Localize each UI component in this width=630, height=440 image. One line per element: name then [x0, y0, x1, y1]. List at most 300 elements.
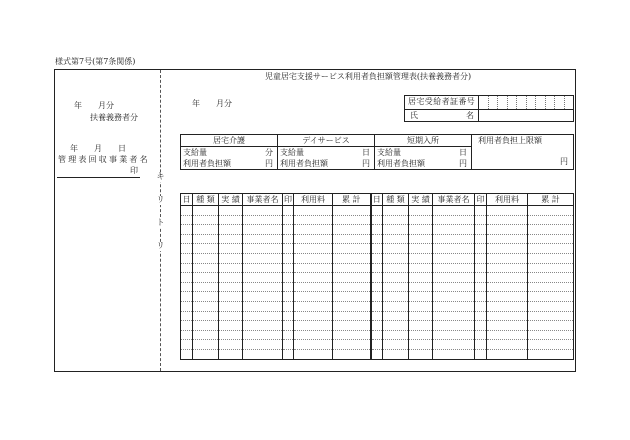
record-cell-seal: [283, 311, 294, 321]
record-cell-cumulative: [333, 330, 371, 340]
form-number: 様式第7号(第7条関係): [55, 57, 136, 66]
record-cell-seal: [475, 244, 487, 254]
record-cell-day: [181, 311, 193, 321]
record-cell-provider-name: [433, 215, 475, 225]
record-cell-provider-name: [243, 282, 283, 292]
record-cell-seal: [475, 311, 487, 321]
record-cell-actual: [219, 234, 243, 244]
record-cell-cumulative: [333, 321, 371, 331]
record-cell-seal: [475, 349, 487, 359]
record-cell-type: [383, 282, 409, 292]
record-cell-actual: [219, 225, 243, 235]
record-row: [181, 234, 574, 244]
year-month: 年 月分: [192, 99, 232, 108]
record-cell-seal: [283, 273, 294, 283]
column-header-fee: 利用料: [487, 194, 528, 206]
supply-unit: 日: [362, 148, 370, 157]
record-cell-actual: [219, 340, 243, 350]
record-cell-type: [193, 349, 219, 359]
name-row: [405, 109, 573, 122]
record-cell-provider-name: [243, 311, 283, 321]
form-title: 児童居宅支援サービス利用者負担額管理表(扶養義務者分): [264, 72, 472, 81]
record-cell-day: [181, 206, 193, 216]
record-cell-fee: [294, 206, 333, 216]
certificate-digit-cell: [536, 96, 546, 109]
cut-line-label: [156, 173, 165, 265]
record-cell-type: [193, 292, 219, 302]
record-cell-fee: [487, 215, 528, 225]
column-header-type: 種 類: [383, 194, 409, 206]
record-cell-day: [181, 349, 193, 359]
record-cell-seal: [283, 206, 294, 216]
record-cell-day: [371, 330, 383, 340]
record-cell-provider-name: [243, 330, 283, 340]
record-cell-seal: [283, 292, 294, 302]
record-row: [181, 263, 574, 273]
record-cell-provider-name: [243, 349, 283, 359]
record-cell-provider-name: [433, 206, 475, 216]
record-cell-fee: [294, 263, 333, 273]
record-cell-type: [383, 244, 409, 254]
stub-year-month: 年 月分: [74, 101, 114, 110]
record-cell-fee: [294, 340, 333, 350]
record-cell-seal: [283, 330, 294, 340]
record-row: [181, 321, 574, 331]
record-cell-cumulative: [528, 330, 574, 340]
record-cell-seal: [283, 340, 294, 350]
record-cell-fee: [294, 225, 333, 235]
service-name: 短期入所: [375, 135, 471, 147]
service-record-table: [180, 193, 574, 360]
certificate-digit-cell: [508, 96, 518, 109]
record-cell-provider-name: [433, 282, 475, 292]
column-header-provider-name: 事業者名: [433, 194, 475, 206]
record-cell-seal: [283, 349, 294, 359]
record-cell-actual: [409, 215, 433, 225]
record-cell-day: [181, 225, 193, 235]
record-cell-fee: [294, 321, 333, 331]
record-cell-day: [181, 301, 193, 311]
record-cell-day: [371, 225, 383, 235]
record-cell-provider-name: [433, 301, 475, 311]
record-cell-seal: [283, 263, 294, 273]
column-header-cumulative: 累 計: [333, 194, 371, 206]
record-cell-actual: [409, 253, 433, 263]
supply-row: [278, 147, 374, 158]
record-cell-type: [193, 225, 219, 235]
record-cell-day: [371, 321, 383, 331]
record-cell-day: [371, 263, 383, 273]
record-cell-seal: [475, 340, 487, 350]
supply-row: [181, 147, 277, 158]
record-row: [181, 311, 574, 321]
record-cell-actual: [409, 244, 433, 254]
record-cell-provider-name: [243, 206, 283, 216]
record-row: [181, 244, 574, 254]
record-cell-day: [181, 321, 193, 331]
certificate-number-row: [405, 96, 573, 109]
certificate-number-label: 居宅受給者証番号: [405, 96, 479, 109]
column-header-day: 日: [182, 194, 191, 204]
record-cell-cumulative: [333, 206, 371, 216]
record-cell-seal: [475, 253, 487, 263]
record-cell-type: [383, 273, 409, 283]
certificate-digit-cell: [498, 96, 508, 109]
record-cell-day: [371, 311, 383, 321]
record-cell-actual: [219, 282, 243, 292]
record-cell-type: [193, 244, 219, 254]
record-cell-day: [181, 253, 193, 263]
record-cell-type: [193, 301, 219, 311]
record-cell-actual: [409, 301, 433, 311]
record-cell-fee: [487, 321, 528, 331]
record-cell-seal: [475, 263, 487, 273]
record-cell-actual: [219, 292, 243, 302]
burden-row: [181, 158, 277, 169]
record-cell-cumulative: [333, 225, 371, 235]
record-cell-provider-name: [433, 349, 475, 359]
record-cell-day: [181, 292, 193, 302]
record-cell-provider-name: [243, 215, 283, 225]
record-cell-fee: [487, 234, 528, 244]
record-cell-cumulative: [528, 206, 574, 216]
record-cell-seal: [283, 301, 294, 311]
record-cell-actual: [219, 311, 243, 321]
record-cell-cumulative: [333, 292, 371, 302]
record-cell-seal: [475, 330, 487, 340]
record-cell-cumulative: [528, 273, 574, 283]
record-cell-actual: [409, 206, 433, 216]
supply-row: [375, 147, 471, 158]
service-name: デイサービス: [278, 135, 374, 147]
record-cell-actual: [409, 340, 433, 350]
supply-label: 支給量: [280, 148, 304, 157]
record-cell-type: [193, 263, 219, 273]
record-cell-type: [383, 225, 409, 235]
record-cell-type: [383, 311, 409, 321]
record-cell-actual: [409, 330, 433, 340]
record-cell-cumulative: [333, 234, 371, 244]
record-cell-cumulative: [528, 263, 574, 273]
record-cell-fee: [294, 292, 333, 302]
burden-limit-unit: 円: [560, 157, 568, 166]
certificate-digit-cell: [555, 96, 565, 109]
record-cell-seal: [475, 225, 487, 235]
cut-line-char: ト: [156, 218, 165, 227]
record-row: [181, 292, 574, 302]
record-cell-cumulative: [333, 282, 371, 292]
column-header-fee: 利用料: [294, 194, 333, 206]
record-row: [181, 225, 574, 235]
record-cell-type: [193, 321, 219, 331]
record-cell-type: [193, 215, 219, 225]
record-cell-provider-name: [243, 292, 283, 302]
record-cell-fee: [487, 206, 528, 216]
burden-label: 利用者負担額: [280, 159, 328, 168]
record-cell-cumulative: [333, 301, 371, 311]
record-row: [181, 349, 574, 359]
record-cell-actual: [219, 330, 243, 340]
record-cell-cumulative: [528, 244, 574, 254]
record-cell-fee: [487, 273, 528, 283]
certificate-digit-cell: [546, 96, 556, 109]
record-cell-cumulative: [528, 301, 574, 311]
name-label: 氏名: [405, 110, 479, 122]
record-cell-fee: [487, 292, 528, 302]
stub-signature-line: [57, 177, 140, 178]
record-cell-cumulative: [333, 349, 371, 359]
supply-unit: 分: [265, 148, 273, 157]
column-header-type: 種 類: [193, 194, 219, 206]
record-cell-fee: [294, 215, 333, 225]
record-cell-actual: [409, 349, 433, 359]
record-cell-provider-name: [243, 234, 283, 244]
record-cell-cumulative: [528, 292, 574, 302]
record-cell-type: [383, 349, 409, 359]
record-cell-fee: [487, 349, 528, 359]
record-cell-fee: [294, 282, 333, 292]
record-cell-seal: [475, 321, 487, 331]
column-header-actual: 実 績: [409, 194, 433, 206]
record-cell-day: [371, 206, 383, 216]
record-cell-fee: [487, 244, 528, 254]
record-cell-provider-name: [433, 253, 475, 263]
record-cell-day: [371, 273, 383, 283]
record-cell-fee: [294, 253, 333, 263]
record-cell-day: [371, 244, 383, 254]
record-row: [181, 253, 574, 263]
record-cell-type: [193, 273, 219, 283]
record-cell-seal: [283, 225, 294, 235]
record-cell-type: [383, 340, 409, 350]
record-cell-cumulative: [528, 234, 574, 244]
record-cell-day: [181, 263, 193, 273]
record-cell-cumulative: [333, 340, 371, 350]
record-cell-day: [181, 244, 193, 254]
stub-collector-label: 管理表回収事業者名: [58, 155, 150, 164]
record-cell-cumulative: [333, 215, 371, 225]
record-cell-actual: [219, 215, 243, 225]
record-cell-provider-name: [243, 273, 283, 283]
record-cell-provider-name: [243, 253, 283, 263]
record-cell-day: [371, 301, 383, 311]
record-cell-cumulative: [333, 273, 371, 283]
record-cell-actual: [219, 253, 243, 263]
record-cell-actual: [409, 321, 433, 331]
record-cell-seal: [283, 215, 294, 225]
record-cell-actual: [219, 206, 243, 216]
record-cell-provider-name: [433, 273, 475, 283]
column-header-seal: 印: [284, 194, 292, 204]
stub-category: 扶養義務者分: [90, 113, 138, 122]
record-cell-cumulative: [528, 215, 574, 225]
record-cell-type: [383, 321, 409, 331]
certificate-digit-cell: [565, 96, 574, 109]
burden-limit-label: 利用者負担上限額: [478, 136, 542, 145]
record-cell-seal: [475, 234, 487, 244]
cut-line-char: キ: [156, 172, 165, 181]
record-cell-day: [181, 234, 193, 244]
record-cell-day: [371, 340, 383, 350]
record-header-row: [181, 194, 574, 206]
certificate-digit-cell: [489, 96, 499, 109]
record-row: [181, 206, 574, 216]
record-cell-fee: [294, 301, 333, 311]
record-row: [181, 340, 574, 350]
record-cell-actual: [219, 349, 243, 359]
record-cell-fee: [487, 225, 528, 235]
record-cell-provider-name: [243, 244, 283, 254]
cut-line-char: リ: [156, 241, 165, 250]
record-cell-provider-name: [433, 340, 475, 350]
record-cell-seal: [475, 282, 487, 292]
record-cell-provider-name: [433, 311, 475, 321]
record-cell-seal: [283, 253, 294, 263]
record-row: [181, 273, 574, 283]
record-cell-fee: [487, 301, 528, 311]
record-cell-fee: [294, 244, 333, 254]
record-cell-seal: [475, 215, 487, 225]
record-cell-fee: [294, 234, 333, 244]
record-cell-seal: [283, 321, 294, 331]
record-cell-cumulative: [528, 225, 574, 235]
record-cell-provider-name: [433, 263, 475, 273]
record-cell-fee: [294, 330, 333, 340]
record-cell-provider-name: [243, 301, 283, 311]
column-header-cumulative: 累 計: [528, 194, 574, 206]
record-cell-day: [371, 253, 383, 263]
record-cell-fee: [487, 330, 528, 340]
burden-label: 利用者負担額: [183, 159, 231, 168]
record-cell-cumulative: [528, 311, 574, 321]
record-cell-actual: [409, 234, 433, 244]
record-cell-cumulative: [528, 349, 574, 359]
service-column-day-service: [278, 135, 375, 169]
record-cell-seal: [283, 244, 294, 254]
record-cell-seal: [475, 301, 487, 311]
record-cell-type: [383, 330, 409, 340]
record-cell-day: [371, 282, 383, 292]
record-cell-provider-name: [433, 292, 475, 302]
cut-line-char: リ: [156, 195, 165, 204]
record-cell-cumulative: [333, 311, 371, 321]
burden-row: [375, 158, 471, 169]
record-cell-type: [383, 253, 409, 263]
record-row: [181, 330, 574, 340]
certificate-number-cells: [479, 96, 573, 109]
recipient-id-box: [404, 95, 574, 122]
record-cell-day: [181, 282, 193, 292]
record-cell-cumulative: [333, 244, 371, 254]
burden-unit: 円: [459, 159, 467, 168]
stub-date: 年 月 日: [70, 144, 126, 153]
certificate-digit-cell: [517, 96, 527, 109]
supply-label: 支給量: [377, 148, 401, 157]
certificate-digit-cell: [527, 96, 537, 109]
record-cell-type: [193, 311, 219, 321]
column-header-day: 日: [371, 194, 383, 206]
record-cell-cumulative: [528, 253, 574, 263]
record-cell-fee: [487, 282, 528, 292]
record-cell-fee: [294, 273, 333, 283]
record-cell-type: [383, 301, 409, 311]
supply-unit: 日: [459, 148, 467, 157]
burden-limit-cell: [472, 135, 573, 169]
record-cell-type: [383, 263, 409, 273]
record-cell-day: [181, 340, 193, 350]
record-cell-seal: [475, 273, 487, 283]
record-cell-type: [193, 206, 219, 216]
record-cell-type: [193, 234, 219, 244]
record-cell-fee: [487, 340, 528, 350]
column-header-actual: 実 績: [219, 194, 243, 206]
record-cell-actual: [219, 301, 243, 311]
record-cell-provider-name: [243, 321, 283, 331]
record-cell-fee: [294, 349, 333, 359]
record-cell-provider-name: [433, 321, 475, 331]
record-cell-actual: [409, 292, 433, 302]
record-cell-seal: [475, 292, 487, 302]
record-cell-provider-name: [243, 225, 283, 235]
record-cell-cumulative: [333, 263, 371, 273]
burden-unit: 円: [265, 159, 273, 168]
record-cell-provider-name: [243, 263, 283, 273]
record-cell-day: [181, 273, 193, 283]
record-cell-actual: [219, 244, 243, 254]
record-cell-cumulative: [528, 340, 574, 350]
record-cell-cumulative: [333, 253, 371, 263]
record-cell-type: [383, 215, 409, 225]
record-cell-day: [371, 234, 383, 244]
record-row: [181, 301, 574, 311]
record-cell-day: [371, 349, 383, 359]
record-cell-actual: [409, 263, 433, 273]
record-cell-provider-name: [243, 340, 283, 350]
certificate-digit-cell: [479, 96, 489, 109]
record-cell-fee: [487, 263, 528, 273]
service-column-short-stay: [375, 135, 472, 169]
column-header-seal: 印: [476, 194, 485, 204]
record-cell-actual: [409, 225, 433, 235]
record-cell-type: [193, 330, 219, 340]
name-field: [479, 110, 573, 122]
record-cell-type: [193, 340, 219, 350]
service-column-home-care: [181, 135, 278, 169]
record-cell-provider-name: [433, 244, 475, 254]
record-table-body: [181, 206, 574, 360]
record-cell-fee: [294, 311, 333, 321]
record-cell-actual: [219, 263, 243, 273]
column-header-provider-name: 事業者名: [243, 194, 283, 206]
record-cell-provider-name: [433, 234, 475, 244]
burden-label: 利用者負担額: [377, 159, 425, 168]
record-cell-type: [383, 292, 409, 302]
record-row: [181, 282, 574, 292]
burden-unit: 円: [362, 159, 370, 168]
record-cell-day: [181, 215, 193, 225]
record-cell-day: [371, 215, 383, 225]
record-cell-seal: [283, 234, 294, 244]
record-row: [181, 215, 574, 225]
record-cell-actual: [409, 273, 433, 283]
record-cell-actual: [409, 311, 433, 321]
record-cell-seal: [475, 206, 487, 216]
record-cell-cumulative: [528, 282, 574, 292]
stub-seal-label: 印: [130, 166, 138, 175]
record-cell-fee: [487, 311, 528, 321]
record-cell-type: [383, 206, 409, 216]
service-name: 居宅介護: [181, 135, 277, 147]
